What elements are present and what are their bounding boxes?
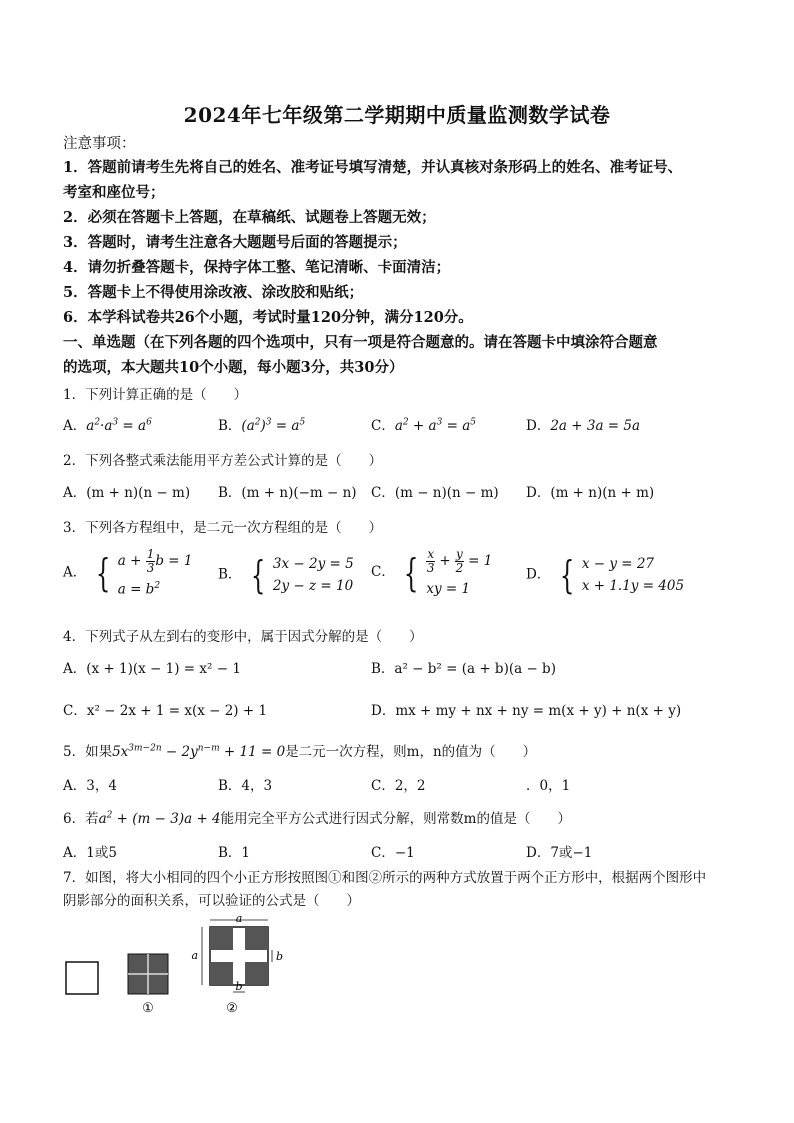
question-5-option-d: ．0，1 — [526, 778, 571, 794]
question-7-stem: 7．如图，将大小相同的四个小正方形按照图①和图②所示的两种方式放置于两个正方形中，根据两个图形中 — [63, 870, 707, 886]
question-4-option-a: A．(x + 1)(x − 1) = x² − 1 — [63, 661, 241, 677]
question-1-stem: 1．下列计算正确的是（ ） — [63, 387, 248, 403]
question-4-stem: 4．下列式子从左到右的变形中，属于因式分解的是（ ） — [63, 629, 423, 645]
section-heading-cont: 的选项，本大题共10个小题，每小题3分，共30分） — [63, 359, 404, 376]
figure-1 — [128, 954, 168, 994]
question-3-stem: 3．下列各方程组中，是二元一次方程组的是（ ） — [63, 520, 383, 536]
notice-item-5: 5．答题卡上不得使用涂改液、涂改胶和贴纸； — [63, 284, 364, 301]
question-1-option-a: A．$a^2\cdot a^3 = a^6$ — [63, 417, 152, 434]
question-4-option-d: D．mx + my + nx + ny = m(x + y) + n(x + y) — [371, 703, 682, 719]
figure-2-label-b-bottom: b — [235, 980, 243, 993]
notice-header: 注意事项： — [63, 136, 136, 152]
notice-item-3: 3．答题时，请考生注意各大题题号后面的答题提示； — [63, 234, 407, 251]
question-2-stem: 2．下列各整式乘法能用平方差公式计算的是（ ） — [63, 453, 383, 469]
question-3-option-c: C． { $\frac{x}{3}$ + $\frac{y}{2}$ = 1 xy = 1 — [371, 547, 493, 598]
page-title: 2024年七年级第二学期期中质量监测数学试卷 — [183, 103, 611, 127]
small-square — [66, 962, 98, 994]
question-1-option-d: D．2a + 3a = 5a — [526, 418, 641, 434]
question-3-option-d: D． { x − y = 27 x + 1.1y = 405 — [526, 553, 685, 597]
question-3-option-a: A． { a + $\frac{1}{3}$ b = 1 $a = b^2$ — [63, 547, 193, 598]
question-1-option-c: C．$a^2 + a^3 = a^5$ — [371, 417, 477, 434]
figure-2-label-a-left: a — [191, 949, 198, 962]
question-6-option-b: B．1 — [218, 845, 251, 861]
question-6-option-d: D．7或−1 — [526, 845, 593, 861]
question-7-stem-cont: 阴影部分的面积关系，可以验证的公式是（ ） — [63, 893, 360, 909]
question-5-option-a: A．3，4 — [63, 778, 117, 794]
figure-2-label: ② — [226, 1001, 238, 1016]
notice-item-2: 2．必须在答题卡上答题，在草稿纸、试题卷上答题无效； — [63, 209, 436, 226]
question-6-option-a: A．1或5 — [63, 845, 117, 861]
question-6-option-c: C．−1 — [371, 845, 415, 861]
figure-2-label-a-top: a — [235, 912, 243, 925]
question-3-option-b: B． { 3x − 2y = 5 2y − z = 10 — [218, 553, 354, 597]
section-heading: 一、单选题（在下列各题的四个选项中，只有一项是符合题意的。请在答题卡中填涂符合题意 — [63, 334, 658, 351]
question-2-option-c: C．(m − n)(n − m) — [371, 485, 499, 501]
question-2-option-d: D．(m + n)(n + m) — [526, 485, 655, 501]
notice-item-6: 6．本学科试卷共26个小题，考试时量120分钟，满分120分。 — [63, 309, 473, 326]
question-4-option-c: C．x² − 2x + 1 = x(x − 2) + 1 — [63, 703, 268, 719]
question-5-option-b: B．4，3 — [218, 778, 273, 794]
question-7-figures — [60, 912, 320, 1022]
figure-1-label: ① — [142, 1001, 154, 1016]
question-2-option-a: A．(m + n)(n − m) — [63, 485, 191, 501]
figure-2-label-b-right: b — [276, 950, 284, 963]
question-5-option-c: C．2，2 — [371, 778, 426, 794]
question-5-stem: 5．如果$5x^{3m-2n} - 2y^{n-m} + 11 = 0$是二元一次方程，则m，n的值为（ ） — [63, 743, 537, 760]
notice-item-1: 1．答题前请考生先将自己的姓名、准考证号填写清楚，并认真核对条形码上的姓名、准考证号、 — [63, 159, 683, 176]
notice-item-4: 4．请勿折叠答题卡，保持字体工整、笔记清晰、卡面清洁； — [63, 259, 451, 276]
question-4-option-b: B．a² − b² = (a + b)(a − b) — [371, 661, 556, 677]
notice-item-1-cont: 考室和座位号； — [63, 184, 165, 201]
question-6-stem: 6．若$a^2 + (m - 3)a + 4$能用完全平方公式进行因式分解，则常数m的值是（ ） — [63, 810, 571, 827]
question-2-option-b: B．(m + n)(−m − n) — [218, 485, 357, 501]
question-1-option-b: B．$(a^2)^3 = a^5$ — [218, 417, 306, 434]
